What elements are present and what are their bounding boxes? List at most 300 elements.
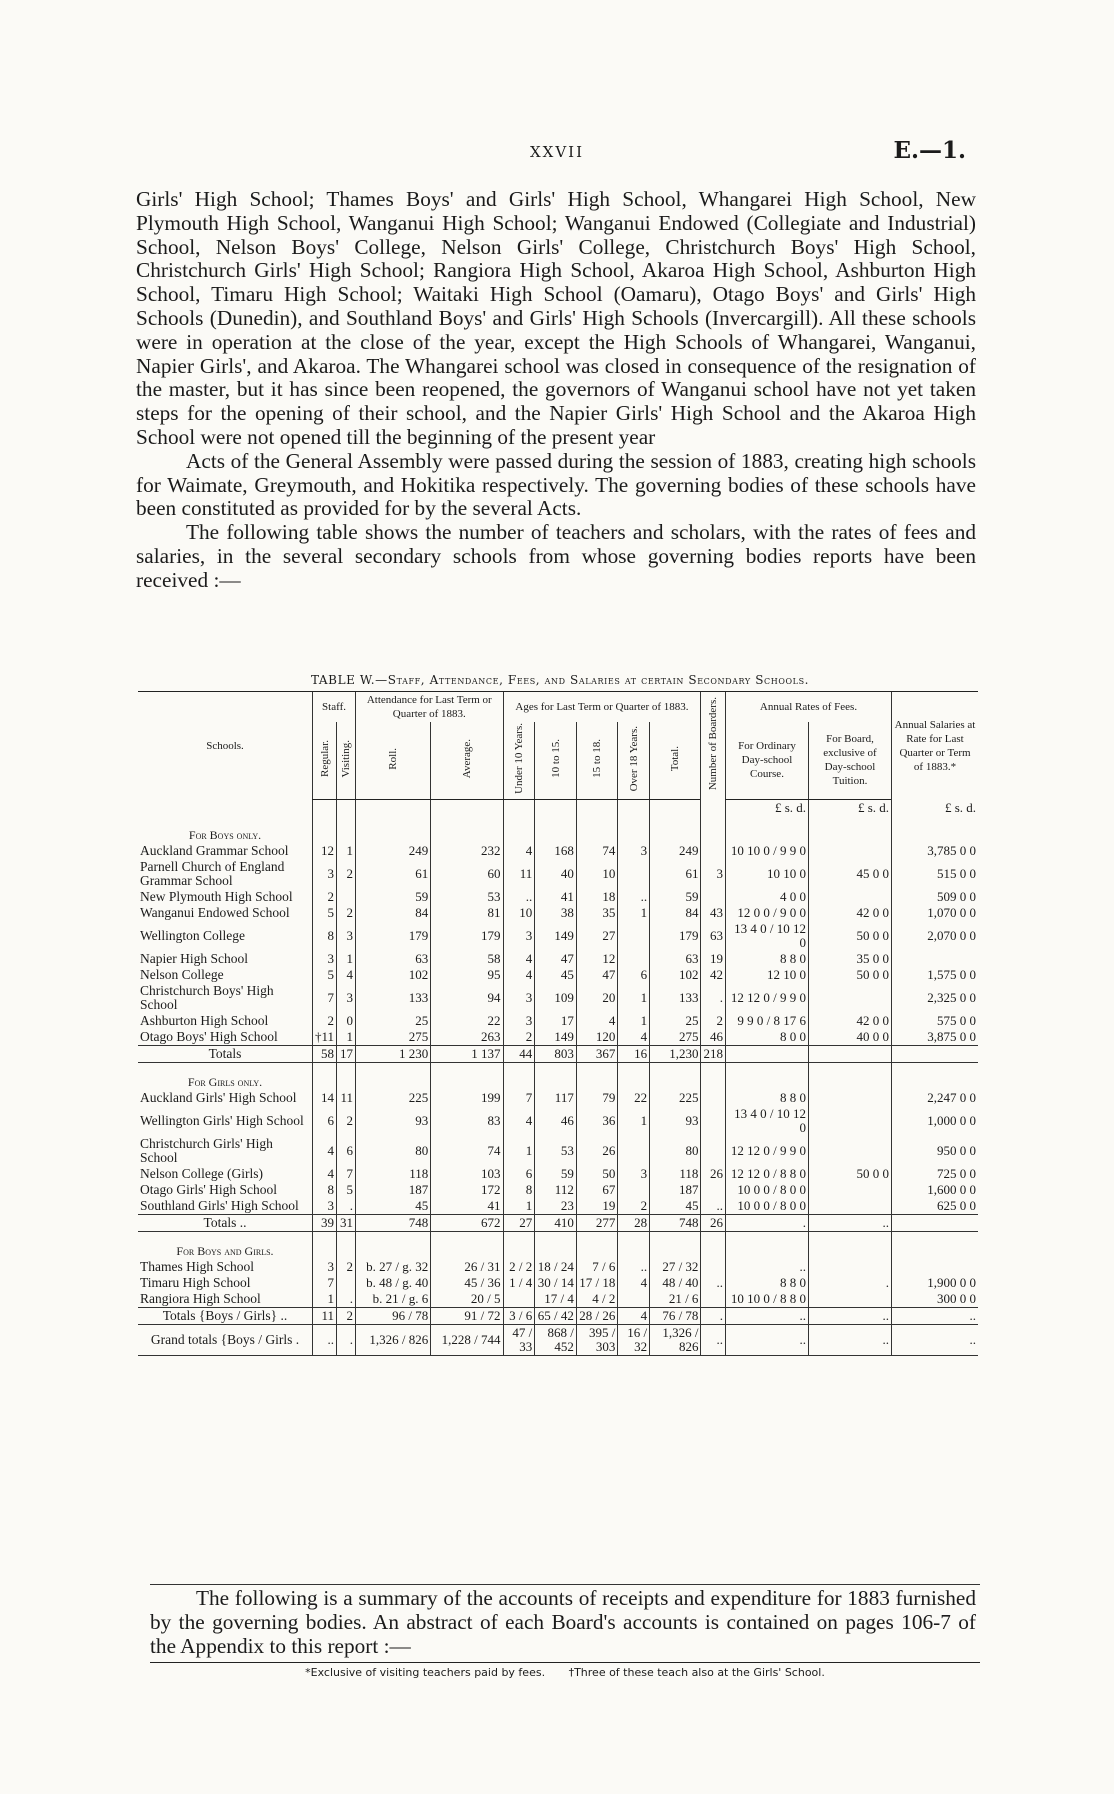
cell-roll: 187 xyxy=(356,1182,431,1198)
cell-a1015: 40 xyxy=(535,859,577,889)
cell-salary xyxy=(892,1214,979,1231)
cell-reg: 3 xyxy=(313,951,337,967)
cell-roll: 179 xyxy=(356,921,431,951)
cell-roll: 80 xyxy=(356,1136,431,1166)
cell-a1015: 47 xyxy=(535,951,577,967)
cell-reg: 3 xyxy=(313,1198,337,1215)
cell-u10: 47 / 33 xyxy=(503,1324,535,1355)
cell-o18: 6 xyxy=(618,967,650,983)
cell-boarders: 19 xyxy=(701,951,726,967)
cell-o18: 28 xyxy=(618,1214,650,1231)
cell-boarders: 26 xyxy=(701,1166,726,1182)
school-name: Otago Boys' High School xyxy=(140,1028,278,1044)
school-name: Thames High School xyxy=(140,1258,254,1274)
cell-reg: .. xyxy=(313,1324,337,1355)
section-heading: For Boys and Girls. xyxy=(176,1243,274,1258)
cell-fee: 13 4 0 / 10 12 0 xyxy=(726,921,809,951)
cell-a1015: 17 / 4 xyxy=(535,1291,577,1308)
cell-u10: 6 xyxy=(503,1166,535,1182)
cell-avg: 58 xyxy=(431,951,503,967)
table-bottom-rule xyxy=(150,1584,980,1585)
cell-vis: 6 xyxy=(337,1136,356,1166)
footnote-rule xyxy=(150,1662,980,1663)
cell-reg: 4 xyxy=(313,1166,337,1182)
cell-salary: 2,247 0 0 xyxy=(892,1090,979,1106)
cell-boarders: 3 xyxy=(701,859,726,889)
cell-total: 1,230 xyxy=(650,1045,701,1062)
cell-fee xyxy=(726,1045,809,1062)
cell-boarders: .. xyxy=(701,1198,726,1215)
document-reference: E.—1. xyxy=(893,137,966,164)
header-board-fee: For Board, exclusive of Day-school Tuition. xyxy=(809,722,892,799)
cell-u10: 2 / 2 xyxy=(503,1259,535,1275)
cell-board xyxy=(809,1259,892,1275)
cell-reg: 3 xyxy=(313,859,337,889)
school-name: Southland Girls' High School xyxy=(140,1197,299,1213)
cell-a1015: 803 xyxy=(535,1045,577,1062)
section-heading-row xyxy=(138,1062,978,1090)
cell-salary: 1,900 0 0 xyxy=(892,1275,979,1291)
school-name: Wellington College xyxy=(140,927,246,943)
cell-o18: 1 xyxy=(618,905,650,921)
table-title-text: Staff, Attendance, Fees, and Salaries at certain Secondary Schools. xyxy=(387,673,810,687)
cell-reg: 7 xyxy=(313,1275,337,1291)
cell-o18: .. xyxy=(618,1259,650,1275)
section-heading-row xyxy=(138,1231,978,1259)
cell-boarders: 46 xyxy=(701,1029,726,1046)
cell-boarders: . xyxy=(701,1307,726,1324)
cell-fee: 4 0 0 xyxy=(726,889,809,905)
cell-salary xyxy=(892,1259,979,1275)
lsd-salary: £ s. d. xyxy=(892,799,979,816)
header-fees: Annual Rates of Fees. xyxy=(726,692,892,723)
cell-fee: .. xyxy=(726,1259,809,1275)
cell-vis: 2 xyxy=(337,1106,356,1136)
cell-a1518: 36 xyxy=(576,1106,618,1136)
school-name: Christchurch Boys' High School xyxy=(140,982,274,1012)
cell-salary: 625 0 0 xyxy=(892,1198,979,1215)
cell-a1518: 79 xyxy=(576,1090,618,1106)
cell-avg: 179 xyxy=(431,921,503,951)
cell-board: 50 0 0 xyxy=(809,921,892,951)
cell-a1015: 53 xyxy=(535,1136,577,1166)
cell-total: 59 xyxy=(650,889,701,905)
cell-boarders xyxy=(701,1136,726,1166)
cell-total: 133 xyxy=(650,983,701,1013)
header-schools: Schools. xyxy=(138,692,313,800)
cell-salary: 300 0 0 xyxy=(892,1291,979,1308)
cell-u10: 4 xyxy=(503,967,535,983)
cell-fee: .. xyxy=(726,1324,809,1355)
cell-roll: 45 xyxy=(356,1198,431,1215)
cell-roll: 102 xyxy=(356,967,431,983)
cell-fee: 10 10 0 / 9 9 0 xyxy=(726,843,809,859)
cell-salary: 1,070 0 0 xyxy=(892,905,979,921)
cell-a1518: 12 xyxy=(576,951,618,967)
cell-total: 93 xyxy=(650,1106,701,1136)
cell-u10: 4 xyxy=(503,951,535,967)
cell-u10: 2 xyxy=(503,1029,535,1046)
cell-fee: 8 8 0 xyxy=(726,951,809,967)
cell-u10: 4 xyxy=(503,1106,535,1136)
cell-fee: 12 0 0 / 9 0 0 xyxy=(726,905,809,921)
cell-o18: 22 xyxy=(618,1090,650,1106)
cell-a1015: 45 xyxy=(535,967,577,983)
school-name: Rangiora High School xyxy=(140,1290,261,1306)
table-body xyxy=(138,799,978,1355)
table-row xyxy=(138,1291,978,1308)
body-text xyxy=(136,188,976,593)
totals-row xyxy=(138,1045,978,1062)
cell-salary: 2,325 0 0 xyxy=(892,983,979,1013)
school-name: Wanganui Endowed School xyxy=(140,904,290,920)
cell-salary: .. xyxy=(892,1324,979,1355)
cell-u10: 1 / 4 xyxy=(503,1275,535,1291)
cell-boarders: .. xyxy=(701,1275,726,1291)
cell-avg: 53 xyxy=(431,889,503,905)
cell-a1518: 395 / 303 xyxy=(576,1324,618,1355)
cell-reg: †11 xyxy=(313,1029,337,1046)
cell-salary: 3,875 0 0 xyxy=(892,1029,979,1046)
paragraph-table-intro: The following table shows the number of teachers and scholars, with the rates of fees and salaries, in the several secondary schools from whose governing bodies reports have been received :— xyxy=(136,520,976,592)
cell-o18: 3 xyxy=(618,843,650,859)
cell-vis: 31 xyxy=(337,1214,356,1231)
cell-roll: 225 xyxy=(356,1090,431,1106)
cell-avg: 91 / 72 xyxy=(431,1307,503,1324)
cell-total: 80 xyxy=(650,1136,701,1166)
cell-vis: 3 xyxy=(337,983,356,1013)
header-visiting: Visiting. xyxy=(337,722,356,799)
cell-vis: 1 xyxy=(337,951,356,967)
cell-avg: 45 / 36 xyxy=(431,1275,503,1291)
cell-boarders xyxy=(701,843,726,859)
cell-u10: 1 xyxy=(503,1198,535,1215)
school-name: Totals {Boys / Girls} .. xyxy=(138,1307,313,1324)
cell-o18: 4 xyxy=(618,1307,650,1324)
cell-board: .. xyxy=(809,1307,892,1324)
cell-avg: 26 / 31 xyxy=(431,1259,503,1275)
cell-roll: 748 xyxy=(356,1214,431,1231)
cell-total: 1,326 / 826 xyxy=(650,1324,701,1355)
cell-salary: 509 0 0 xyxy=(892,889,979,905)
cell-vis: 4 xyxy=(337,967,356,983)
cell-fee: 8 8 0 xyxy=(726,1090,809,1106)
cell-a1518: 4 / 2 xyxy=(576,1291,618,1308)
cell-fee: 10 0 0 / 8 0 0 xyxy=(726,1182,809,1198)
cell-vis: 2 xyxy=(337,859,356,889)
cell-a1015: 109 xyxy=(535,983,577,1013)
table-row xyxy=(138,889,978,905)
cell-reg: 2 xyxy=(313,889,337,905)
cell-a1518: 7 / 6 xyxy=(576,1259,618,1275)
table-row xyxy=(138,1275,978,1291)
cell-total: 48 / 40 xyxy=(650,1275,701,1291)
cell-a1015: 149 xyxy=(535,921,577,951)
cell-board: 45 0 0 xyxy=(809,859,892,889)
table-row xyxy=(138,859,978,889)
cell-a1015: 117 xyxy=(535,1090,577,1106)
school-name: New Plymouth High School xyxy=(140,888,293,904)
school-name: Auckland Girls' High School xyxy=(140,1089,297,1105)
cell-reg: 2 xyxy=(313,1013,337,1029)
cell-total: 225 xyxy=(650,1090,701,1106)
cell-a1015: 65 / 42 xyxy=(535,1307,577,1324)
header-over-18: Over 18 Years. xyxy=(618,722,650,799)
cell-fee: 12 12 0 / 9 9 0 xyxy=(726,1136,809,1166)
cell-total: 21 / 6 xyxy=(650,1291,701,1308)
cell-a1518: 28 / 26 xyxy=(576,1307,618,1324)
cell-avg: 232 xyxy=(431,843,503,859)
cell-board xyxy=(809,1182,892,1198)
cell-salary: 2,070 0 0 xyxy=(892,921,979,951)
cell-a1015: 18 / 24 xyxy=(535,1259,577,1275)
cell-roll: 133 xyxy=(356,983,431,1013)
cell-o18: 1 xyxy=(618,983,650,1013)
cell-salary: 1,575 0 0 xyxy=(892,967,979,983)
cell-roll: b. 27 / g. 32 xyxy=(356,1259,431,1275)
cell-fee: 12 12 0 / 8 8 0 xyxy=(726,1166,809,1182)
cell-a1518: 18 xyxy=(576,889,618,905)
cell-board xyxy=(809,983,892,1013)
cell-a1518: 19 xyxy=(576,1198,618,1215)
cell-reg: 1 xyxy=(313,1291,337,1308)
cell-o18: 1 xyxy=(618,1013,650,1029)
cell-a1518: 10 xyxy=(576,859,618,889)
cell-fee: 10 10 0 xyxy=(726,859,809,889)
table-row xyxy=(138,1106,978,1136)
cell-vis: 2 xyxy=(337,1259,356,1275)
cell-a1518: 26 xyxy=(576,1136,618,1166)
cell-total: 63 xyxy=(650,951,701,967)
cell-board: . xyxy=(809,1275,892,1291)
cell-total: 275 xyxy=(650,1029,701,1046)
cell-u10: 3 xyxy=(503,921,535,951)
table-row xyxy=(138,1029,978,1046)
cell-roll: 61 xyxy=(356,859,431,889)
table-title-prefix: TABLE W.— xyxy=(310,673,388,687)
school-name: Ashburton High School xyxy=(140,1012,269,1028)
table-row xyxy=(138,1136,978,1166)
cell-a1015: 168 xyxy=(535,843,577,859)
cell-reg: 8 xyxy=(313,1182,337,1198)
cell-salary: 515 0 0 xyxy=(892,859,979,889)
cell-u10: 4 xyxy=(503,843,535,859)
closing-text xyxy=(150,1587,976,1658)
cell-boarders: 43 xyxy=(701,905,726,921)
cell-salary: 950 0 0 xyxy=(892,1136,979,1166)
cell-u10: 44 xyxy=(503,1045,535,1062)
cell-a1518: 277 xyxy=(576,1214,618,1231)
cell-o18: 2 xyxy=(618,1198,650,1215)
cell-a1518: 35 xyxy=(576,905,618,921)
cell-u10: 3 / 6 xyxy=(503,1307,535,1324)
cell-o18 xyxy=(618,1182,650,1198)
cell-vis: 1 xyxy=(337,1029,356,1046)
cell-board: 35 0 0 xyxy=(809,951,892,967)
cell-a1015: 41 xyxy=(535,889,577,905)
school-name: Christchurch Girls' High School xyxy=(140,1135,273,1165)
header-attendance: Attendance for Last Term or Quarter of 1883. xyxy=(356,692,504,723)
cell-total: 187 xyxy=(650,1182,701,1198)
cell-boarders: 218 xyxy=(701,1045,726,1062)
cell-reg: 3 xyxy=(313,1259,337,1275)
totals-row xyxy=(138,1307,978,1324)
cell-avg: 81 xyxy=(431,905,503,921)
cell-board: .. xyxy=(809,1324,892,1355)
cell-boarders: 63 xyxy=(701,921,726,951)
cell-salary: 1,600 0 0 xyxy=(892,1182,979,1198)
school-name: Nelson College (Girls) xyxy=(140,1165,263,1181)
table-row xyxy=(138,843,978,859)
section-heading: For Girls only. xyxy=(187,1074,263,1089)
cell-board xyxy=(809,1291,892,1308)
cell-board xyxy=(809,889,892,905)
cell-avg: 1 137 xyxy=(431,1045,503,1062)
cell-reg: 5 xyxy=(313,967,337,983)
cell-vis: 3 xyxy=(337,921,356,951)
cell-vis xyxy=(337,1275,356,1291)
cell-board xyxy=(809,1198,892,1215)
header-10-to-15: 10 to 15. xyxy=(535,722,577,799)
cell-roll: b. 48 / g. 40 xyxy=(356,1275,431,1291)
cell-roll: 84 xyxy=(356,905,431,921)
cell-u10: 1 xyxy=(503,1136,535,1166)
cell-boarders xyxy=(701,1291,726,1308)
cell-o18: 16 xyxy=(618,1045,650,1062)
cell-reg: 7 xyxy=(313,983,337,1013)
cell-total: 25 xyxy=(650,1013,701,1029)
table-row xyxy=(138,1198,978,1215)
header-ages: Ages for Last Term or Quarter of 1883. xyxy=(503,692,701,723)
cell-o18: .. xyxy=(618,889,650,905)
table-row xyxy=(138,1013,978,1029)
cell-o18: 4 xyxy=(618,1029,650,1046)
cell-roll: 118 xyxy=(356,1166,431,1182)
cell-avg: 199 xyxy=(431,1090,503,1106)
cell-u10: 8 xyxy=(503,1182,535,1198)
cell-o18: 1 xyxy=(618,1106,650,1136)
cell-a1518: 4 xyxy=(576,1013,618,1029)
cell-a1015: 410 xyxy=(535,1214,577,1231)
school-name: Totals .. xyxy=(138,1214,313,1231)
cell-roll: 96 / 78 xyxy=(356,1307,431,1324)
cell-avg: 41 xyxy=(431,1198,503,1215)
cell-fee: 10 0 0 / 8 0 0 xyxy=(726,1198,809,1215)
cell-avg: 60 xyxy=(431,859,503,889)
cell-a1015: 23 xyxy=(535,1198,577,1215)
cell-u10: 10 xyxy=(503,905,535,921)
table-row xyxy=(138,1166,978,1182)
cell-board xyxy=(809,1045,892,1062)
cell-reg: 8 xyxy=(313,921,337,951)
cell-a1015: 149 xyxy=(535,1029,577,1046)
cell-boarders: . xyxy=(701,983,726,1013)
cell-board: .. xyxy=(809,1214,892,1231)
cell-boarders: .. xyxy=(701,1324,726,1355)
header-staff: Staff. xyxy=(313,692,356,723)
cell-roll: 1 230 xyxy=(356,1045,431,1062)
cell-u10: 27 xyxy=(503,1214,535,1231)
cell-a1518: 17 / 18 xyxy=(576,1275,618,1291)
cell-total: 61 xyxy=(650,859,701,889)
cell-vis: . xyxy=(337,1324,356,1355)
cell-a1518: 367 xyxy=(576,1045,618,1062)
cell-vis: 0 xyxy=(337,1013,356,1029)
cell-total: 179 xyxy=(650,921,701,951)
cell-reg: 6 xyxy=(313,1106,337,1136)
cell-reg: 39 xyxy=(313,1214,337,1231)
cell-fee: .. xyxy=(726,1307,809,1324)
cell-a1518: 74 xyxy=(576,843,618,859)
cell-board: 42 0 0 xyxy=(809,1013,892,1029)
section-heading-row xyxy=(138,816,978,843)
cell-roll: b. 21 / g. 6 xyxy=(356,1291,431,1308)
cell-vis: 1 xyxy=(337,843,356,859)
cell-o18 xyxy=(618,921,650,951)
cell-a1518: 47 xyxy=(576,967,618,983)
table-title xyxy=(140,673,980,687)
cell-roll: 1,326 / 826 xyxy=(356,1324,431,1355)
cell-avg: 672 xyxy=(431,1214,503,1231)
cell-u10 xyxy=(503,1291,535,1308)
section-heading: For Boys only. xyxy=(188,827,262,842)
cell-salary: 575 0 0 xyxy=(892,1013,979,1029)
school-name: Grand totals {Boys / Girls . xyxy=(138,1324,313,1355)
cell-roll: 63 xyxy=(356,951,431,967)
cell-o18: 3 xyxy=(618,1166,650,1182)
cell-a1015: 112 xyxy=(535,1182,577,1198)
cell-avg: 263 xyxy=(431,1029,503,1046)
cell-boarders xyxy=(701,1259,726,1275)
cell-total: 27 / 32 xyxy=(650,1259,701,1275)
cell-roll: 59 xyxy=(356,889,431,905)
cell-boarders xyxy=(701,1182,726,1198)
header-under-10: Under 10 Years. xyxy=(503,722,535,799)
cell-reg: 4 xyxy=(313,1136,337,1166)
cell-a1015: 17 xyxy=(535,1013,577,1029)
cell-avg: 94 xyxy=(431,983,503,1013)
school-name: Otago Girls' High School xyxy=(140,1181,278,1197)
cell-vis: 11 xyxy=(337,1090,356,1106)
cell-salary: 3,785 0 0 xyxy=(892,843,979,859)
cell-total: 748 xyxy=(650,1214,701,1231)
cell-reg: 11 xyxy=(313,1307,337,1324)
header-total: Total. xyxy=(650,722,701,799)
cell-fee: 10 10 0 / 8 8 0 xyxy=(726,1291,809,1308)
school-name: Timaru High School xyxy=(140,1274,251,1290)
cell-u10: 3 xyxy=(503,983,535,1013)
secondary-schools-table xyxy=(138,691,978,1356)
cell-avg: 22 xyxy=(431,1013,503,1029)
cell-board: 42 0 0 xyxy=(809,905,892,921)
cell-a1518: 20 xyxy=(576,983,618,1013)
paragraph-acts: Acts of the General Assembly were passed during the session of 1883, creating high schools for Waimate, Greymouth, and Hokitika respectively. The governing bodies of these schools have been constituted as provided for by the several Acts. xyxy=(136,448,976,521)
table-row xyxy=(138,951,978,967)
cell-roll: 249 xyxy=(356,843,431,859)
page-number: XXVII xyxy=(529,143,585,161)
cell-vis xyxy=(337,889,356,905)
school-name: Parnell Church of England Grammar School xyxy=(140,858,285,888)
cell-o18 xyxy=(618,1136,650,1166)
cell-a1015: 30 / 14 xyxy=(535,1275,577,1291)
cell-avg: 74 xyxy=(431,1136,503,1166)
table-row xyxy=(138,1259,978,1275)
footnote-visiting: *Exclusive of visiting teachers paid by fees. xyxy=(305,1666,546,1679)
header-regular: Regular. xyxy=(313,722,337,799)
cell-a1518: 67 xyxy=(576,1182,618,1198)
cell-reg: 12 xyxy=(313,843,337,859)
cell-o18 xyxy=(618,951,650,967)
